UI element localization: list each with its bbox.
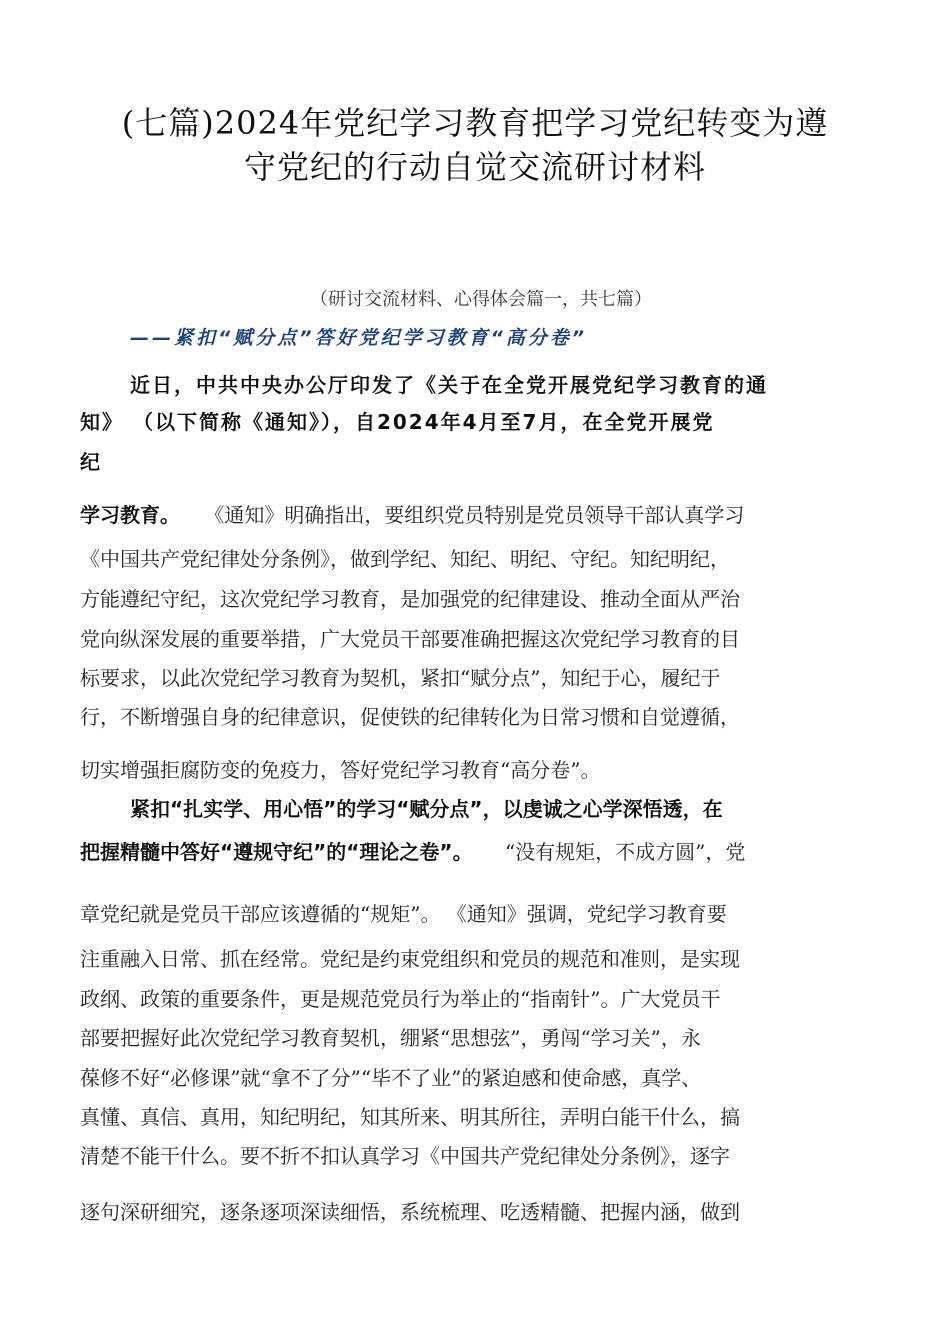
paragraph-3-line: 注重融入日常、抓在经常。党纪是约束党组织和党员的规范和准则，是实现	[80, 947, 740, 971]
paragraph-3-line: 部要把握好此次党纪学习教育契机，绷紧“思想弦”，勇闯“学习关”，永	[80, 1026, 701, 1050]
paragraph-3-line: 逐句深研细究，逐条逐项深读细悟，系统梳理、吃透精髓、把握内涵，做到	[80, 1200, 740, 1224]
paragraph-3-quote: “没有规矩，不成方圆”，党	[504, 840, 746, 864]
paragraph-3-line: 章党纪就是党员干部应该遵循的“规矩”。 《通知》强调，党纪学习教育要	[80, 902, 727, 926]
paragraph-2-line: 标要求，以此次党纪学习教育为契机，紧扣“赋分点”，知纪于心，履纪于	[80, 666, 721, 690]
paragraph-2-lead: 学习教育。	[80, 503, 180, 527]
paragraph-3-line	[80, 836, 745, 865]
paragraph-1-line: 知》 （以下简称《通知》），自2024年4月至7月，在全党开展党	[80, 410, 715, 434]
paragraph-3-line: 真懂、真信、真用，知纪明纪，知其所来、明其所往，弄明白能干什么，搞	[80, 1105, 740, 1129]
document-tagline: ——紧扣“赋分点”答好党纪学习教育“高分卷”	[130, 327, 587, 349]
paragraph-3-line: 清楚不能干什么。要不折不扣认真学习《中国共产党纪律处分条例》，逐字	[80, 1144, 730, 1168]
document-subtitle: （研讨交流材料、心得体会篇一，共七篇）	[310, 289, 652, 310]
paragraph-2-line	[80, 499, 744, 528]
document-title-line-1: (七篇)2024年党纪学习教育把学习党纪转变为遵	[121, 104, 829, 142]
paragraph-3-line: 葆修不好“必修课”就“拿不了分”“毕不了业”的紧迫感和使命感，真学、	[80, 1066, 702, 1090]
paragraph-2-text: 《通知》明确指出，要组织党员特别是党员领导干部认真学习	[204, 503, 745, 527]
paragraph-2-line: 党向纵深发展的重要举措，广大党员干部要准确把握这次党纪学习教育的目	[80, 627, 740, 651]
paragraph-1-line: 纪	[80, 450, 100, 474]
paragraph-3-line: 政纲、政策的重要条件，更是规范党员行为举止的“指南针”。广大党员干	[80, 987, 721, 1011]
paragraph-2-line: 《中国共产党纪律处分条例》，做到学纪、知纪、明纪、守纪。知纪明纪，	[80, 547, 730, 571]
paragraph-2-line: 切实增强拒腐防变的免疫力，答好党纪学习教育“高分卷”。	[80, 758, 601, 782]
paragraph-3-heading-line: 紧扣“扎实学、用心悟”的学习“赋分点”，以虔诚之心学深悟透，在	[130, 797, 723, 821]
document-title-line-2: 守党纪的行动自觉交流研讨材料	[243, 148, 706, 186]
paragraph-2-line: 行，不断增强自身的纪律意识，促使铁的纪律转化为日常习惯和自觉遵循，	[80, 705, 740, 729]
paragraph-3-heading-line: 把握精髓中答好“遵规守纪”的“理论之卷”。	[80, 840, 473, 864]
paragraph-1-line: 近日，中共中央办公厅印发了《关于在全党开展党纪学习教育的通	[130, 373, 768, 397]
paragraph-2-line: 方能遵纪守纪，这次党纪学习教育，是加强党的纪律建设、推动全面从严治	[80, 587, 740, 611]
